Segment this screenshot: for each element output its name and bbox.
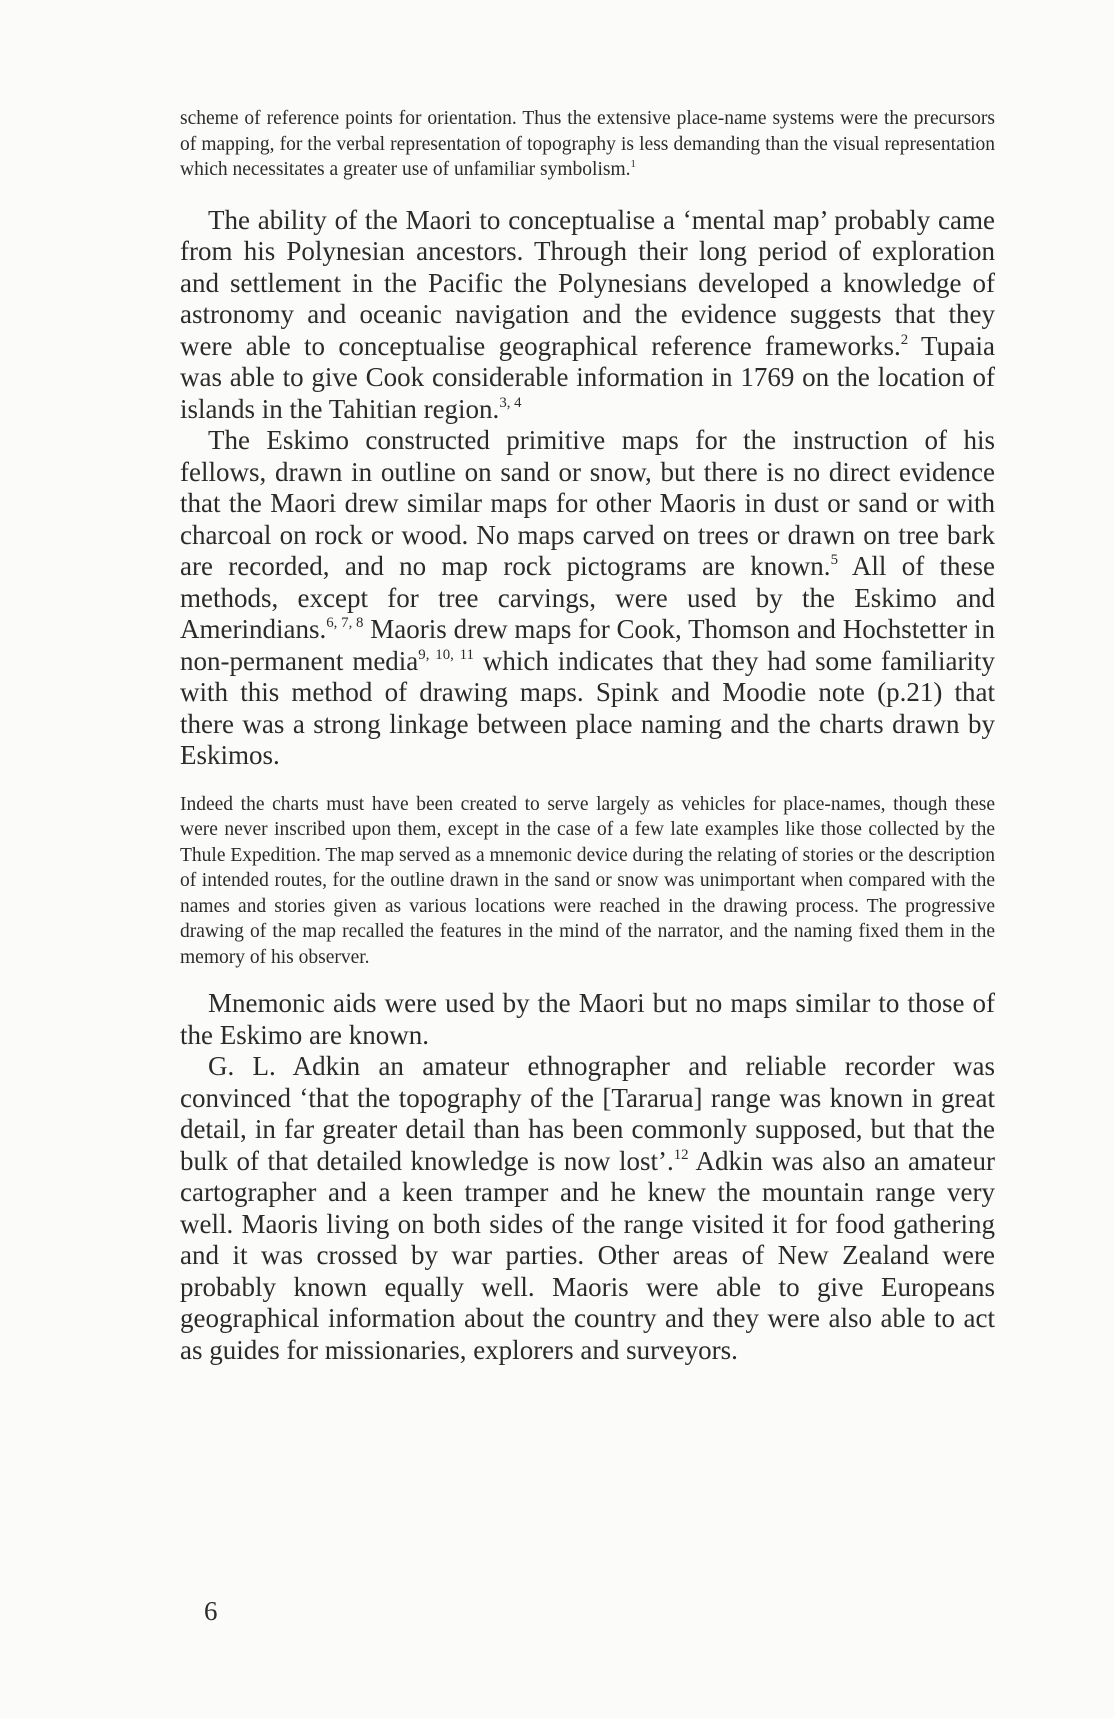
footnote-ref: 9, 10, 11 — [418, 646, 474, 663]
paragraph-adkin — [180, 1051, 995, 1366]
footnote-ref: 1 — [630, 157, 636, 170]
text-segment: Tupaia was able to give Cook considerable information in 1769 on the location of islands in the Tahitian region. — [180, 330, 995, 424]
text-segment: All of these methods, except for tree carvings, were used by the Eskimo and Amerindians. — [180, 551, 996, 644]
text-segment: The Eskimo constructed primitive maps for the instruction of his fellows, drawn in outline on sand or snow, but there is no direct evidence that the Maori drew similar maps for other Maoris in dust or sand or with charcoal on rock or wood. No maps carved on trees or drawn on tree bark are recorded, and no map rock pictograms are known. — [180, 425, 995, 581]
paragraph-intro — [180, 106, 995, 183]
document-page — [180, 106, 995, 1366]
text-segment: Mnemonic aids were used by the Maori but no maps similar to those of the Eskimo are known. — [180, 988, 995, 1050]
footnote-ref: 5 — [830, 551, 838, 568]
text-segment: Indeed the charts must have been created to serve largely as vehicles for place-names, though these were never inscribed upon them, except in the case of a few late examples like those collected by the Thule Expedition. The map served as a mnemonic device during the relating of stories or the description of intended routes, for the outline drawn in the sand or snow was unimportant when compared with the names and stories given as various locations were reached in the drawing process. The progressive drawing of the map recalled the features in the mind of the narrator, and the naming fixed them in the memory of his observer. — [180, 793, 995, 968]
text-segment: Adkin was also an amateur cartographer and a keen tramper and he knew the mountain range very well. Maoris living on both sides of the range visited it for food gathering and it was crossed by war parties. Other areas of New Zealand were probably known equally well. Maoris were able to give Europeans geographical information about the country and they were also able to act as guides for missionaries, explorers and surveyors. — [180, 1145, 995, 1365]
footnote-ref: 3, 4 — [499, 394, 522, 411]
footnote-ref: 2 — [900, 331, 909, 348]
paragraph-mental-map — [180, 205, 995, 426]
text-segment: scheme of reference points for orientation. Thus the extensive place-name systems were the precursors of mapping, for the verbal representation of topography is less demanding than the visual representation which necessitates a greater use of unfamiliar symbolism. — [180, 108, 995, 180]
block-quote — [180, 792, 995, 971]
text-segment: The ability of the Maori to conceptualise a ‘mental map’ probably came from his Polynesian ancestors. Through their long period of exploration and settlement in the Pacific the Polynesians developed a knowledge of astronomy and oceanic navigation and the evidence suggests that they were able to conceptualise geographical reference frameworks. — [180, 204, 995, 361]
text-segment: Maoris drew maps for Cook, Thomson and Hochstetter in non-permanent media — [180, 614, 995, 676]
footnote-ref: 6, 7, 8 — [326, 614, 364, 631]
page-number: 6 — [204, 1596, 218, 1626]
footnote-ref: 12 — [673, 1146, 689, 1163]
text-segment: which indicates that they had some familiarity with this method of drawing maps. Spink and Moodie note (p.21) that there was a strong linkage between place naming and the charts drawn by Eskimos. — [180, 645, 995, 770]
paragraph-mnemonic-aids — [180, 988, 995, 1051]
text-segment: G. L. Adkin an amateur ethnographer and reliable recorder was convinced ‘that the topography of the [Tararua] range was known in great detail, in far greater detail than has been commonly supposed, but that the bulk of that detailed knowledge is now lost’. — [180, 1051, 995, 1176]
paragraph-eskimo-maps — [180, 425, 995, 772]
